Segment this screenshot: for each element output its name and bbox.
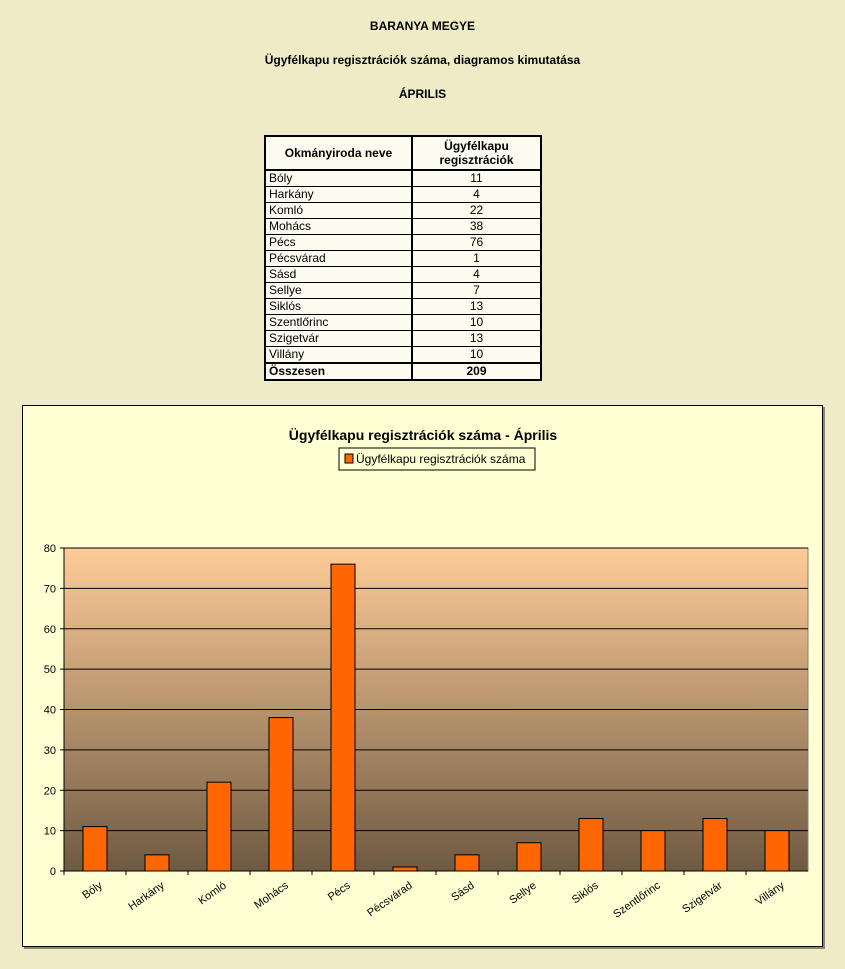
x-category-label: Sellye <box>507 879 539 907</box>
column-header-registrations <box>412 136 541 170</box>
registration-count-cell: 76 <box>412 235 541 251</box>
x-category-label: Harkány <box>126 879 167 913</box>
registration-count-cell: 4 <box>412 267 541 283</box>
table-row <box>265 251 541 267</box>
y-tick-label: 10 <box>43 825 56 838</box>
office-name-cell: Mohács <box>265 219 412 235</box>
registration-count-cell: 7 <box>412 283 541 299</box>
county-title: BARANYA MEGYE <box>369 19 476 33</box>
x-category-label: Sásd <box>449 879 477 904</box>
column-header-line1: Ügyfélkapu <box>444 139 509 153</box>
x-category-label: Bóly <box>80 879 105 902</box>
y-tick-label: 80 <box>43 543 56 555</box>
office-name-cell: Pécs <box>265 235 412 251</box>
chart-legend <box>339 448 535 470</box>
table-row <box>265 283 541 299</box>
table-row <box>265 347 541 364</box>
x-category-label: Villány <box>753 879 787 908</box>
y-tick-label: 30 <box>43 744 56 757</box>
bar-pécs <box>331 564 355 871</box>
bar-sellye <box>517 843 541 871</box>
table-row <box>265 203 541 219</box>
table-header-row <box>265 136 541 170</box>
bar-chart <box>23 406 822 946</box>
y-tick-label: 50 <box>43 664 56 677</box>
table-row <box>265 331 541 347</box>
total-value: 209 <box>412 363 541 380</box>
table-row <box>265 315 541 331</box>
bar-mohács <box>269 718 293 871</box>
x-category-label: Szentlőrinc <box>611 879 663 921</box>
bar-pécsvárad <box>393 867 417 871</box>
registration-count-cell: 10 <box>412 315 541 331</box>
bar-szentlőrinc <box>641 831 665 871</box>
bar-komló <box>207 782 231 871</box>
bar-harkány <box>145 855 169 871</box>
total-label: Összesen <box>265 363 412 380</box>
x-category-label: Pécs <box>325 879 353 904</box>
month-title: ÁPRILIS <box>398 87 447 101</box>
legend-swatch <box>345 454 353 463</box>
registration-count-cell: 13 <box>412 299 541 315</box>
table-row <box>265 219 541 235</box>
chart-area <box>22 405 823 947</box>
office-name-cell: Komló <box>265 203 412 219</box>
column-header-line2: regisztrációk <box>439 153 514 167</box>
office-name-cell: Szentlőrinc <box>265 315 412 331</box>
y-tick-label: 0 <box>49 866 56 878</box>
office-name-cell: Sellye <box>265 283 412 299</box>
x-category-label: Pécsvárad <box>365 879 415 920</box>
y-tick-label: 20 <box>43 785 56 798</box>
office-name-cell: Harkány <box>265 187 412 203</box>
x-category-label: Komló <box>196 879 229 908</box>
legend-label: Ügyfélkapu regisztrációk száma <box>356 452 526 466</box>
column-header-office: Okmányiroda neve <box>265 136 412 170</box>
office-name-cell: Siklós <box>265 299 412 315</box>
table-row <box>265 170 541 187</box>
table-row <box>265 299 541 315</box>
registration-count-cell: 1 <box>412 251 541 267</box>
y-tick-label: 60 <box>43 623 56 636</box>
office-name-cell: Sásd <box>265 267 412 283</box>
registration-count-cell: 38 <box>412 219 541 235</box>
table-row <box>265 267 541 283</box>
office-name-cell: Bóly <box>265 170 412 187</box>
registration-count-cell: 13 <box>412 331 541 347</box>
office-name-cell: Szigetvár <box>265 331 412 347</box>
registration-count-cell: 4 <box>412 187 541 203</box>
x-category-label: Siklós <box>569 879 601 907</box>
bar-sásd <box>455 855 479 871</box>
bar-szigetvár <box>703 819 727 871</box>
bar-siklós <box>579 819 603 871</box>
x-category-label: Mohács <box>252 879 291 912</box>
report-subtitle: Ügyfélkapu regisztrációk száma, diagramos kimutatása <box>264 53 581 67</box>
registrations-table <box>264 135 542 381</box>
registration-count-cell: 22 <box>412 203 541 219</box>
office-name-cell: Villány <box>265 347 412 364</box>
table-row <box>265 235 541 251</box>
office-name-cell: Pécsvárad <box>265 251 412 267</box>
y-tick-label: 70 <box>43 583 56 596</box>
bar-bóly <box>83 827 107 871</box>
y-tick-label: 40 <box>43 704 56 717</box>
x-category-label: Szigetvár <box>680 879 725 916</box>
chart-title: Ügyfélkapu regisztrációk száma - Április <box>288 427 558 443</box>
registration-count-cell: 11 <box>412 170 541 187</box>
table-row <box>265 187 541 203</box>
total-row <box>265 363 541 380</box>
bar-villány <box>765 831 789 871</box>
registration-count-cell: 10 <box>412 347 541 364</box>
